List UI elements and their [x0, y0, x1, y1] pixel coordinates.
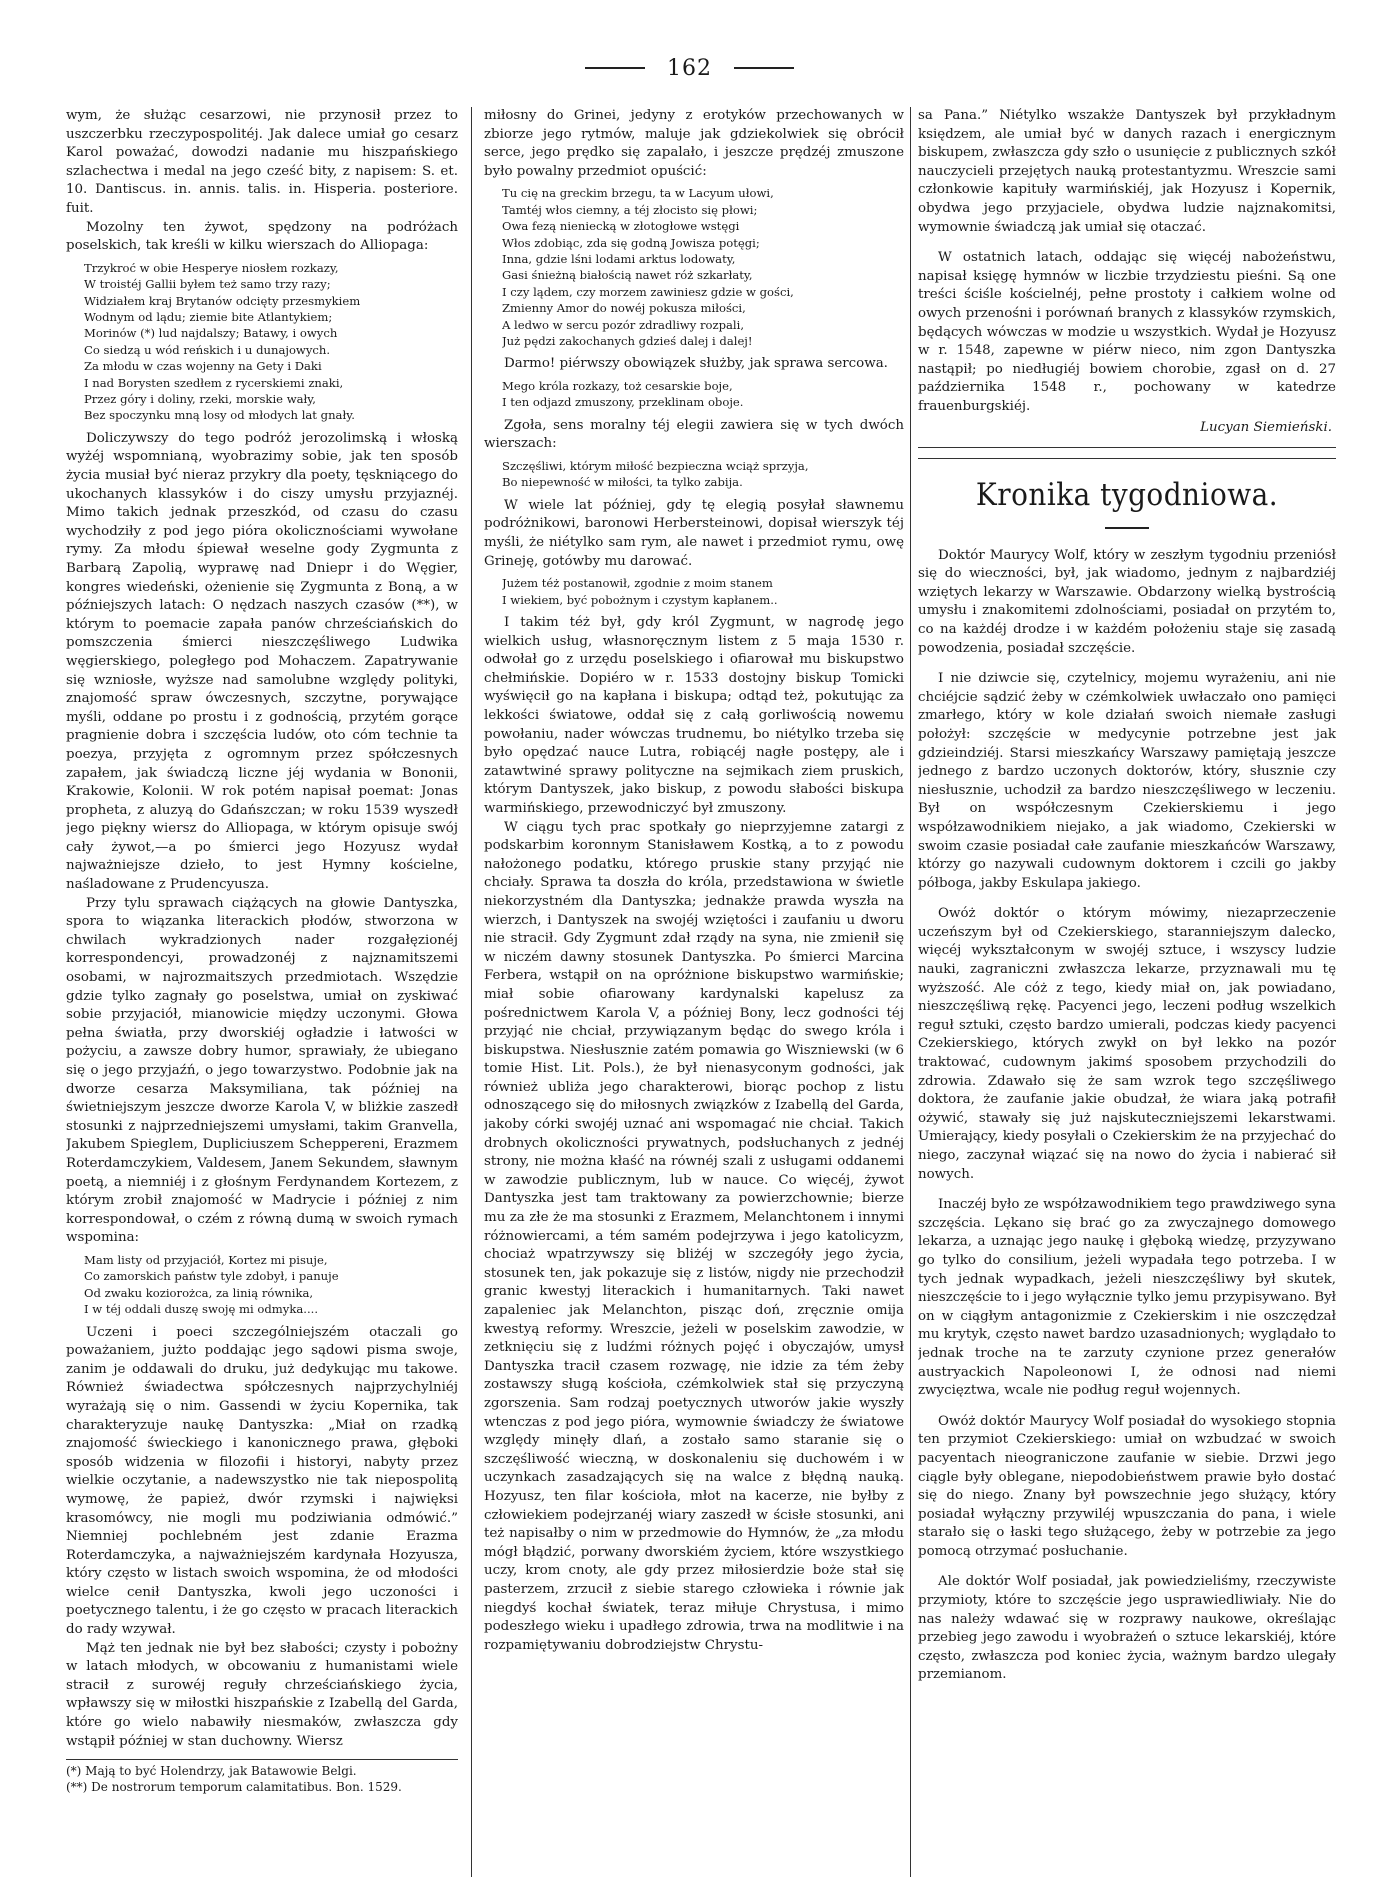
verse-line: I w téj oddali duszę swoję mi odmyka.... [84, 1302, 319, 1317]
column-2 [484, 107, 904, 1875]
spacer [918, 1401, 1336, 1413]
verse-line: Od zwaku koziorożca, za linią równika, [84, 1285, 314, 1300]
header-rule-right [734, 67, 794, 69]
verse-line: I wiekiem, być pobożnym i czystym kapłanem.. [502, 592, 778, 607]
paragraph: Darmo! piérwszy obowiązek służby, jak sprawa sercowa. [504, 356, 888, 372]
verse-line: Tu cię na greckim brzegu, ta w Lacyum ułowi, [502, 186, 774, 201]
page-header [0, 48, 1379, 88]
author-signature: Lucyan Siemieński. [1200, 419, 1332, 435]
paragraph: W wiele lat później, gdy tę elegią posyłał sławnemu podróżnikowi, baronowi Herbersteinowi, dopisał wierszyk téj myśli, że niétylko sam rym, ale nawet i przedmiot rymu, owę Grineję, gotówby mu darować. [484, 497, 904, 569]
verse-line: Co zamorskich państw tyle zdobył, i panuje [84, 1269, 339, 1284]
section-separator [918, 458, 1336, 459]
verse-line: Włos zdobiąc, zda się godną Jowisza potęgi; [502, 235, 760, 250]
verse-line: Owa fezą nieniecką w złotogłowe wstęgi [502, 219, 740, 234]
paragraph: sa Pana.” Niétylko wszakże Dantyszek był przykładnym księdzem, ale umiał być w danych razach i energicznym biskupem, zwłaszcza gdy szło o usunięcie z publicznych szkół nauczycieli przejętych nauką protestantyzmu. Wreszcie sami członkowie kapituły warmińskiéj, jak Hozyusz i Kopernik, obydwa jego przyjaciele, obydwa ludzie najznakomitsi, wymownie świadczą jak umiał się otaczać. [918, 108, 1336, 235]
paragraph: I takim téż był, gdy król Zygmunt, w nagrodę jego wielkich usług, własnoręcznym listem z 5 maja 1530 r. odwołał go z urzędu poselskiego i ofiarował mu biskupstwo chełmińskie. Dopiéro w r. 1533 dostojny biskup Tomicki wyświęcił go na kapłana i biskupa; odtąd też, pokutując za lekkości światowe, oddał się z całą gorliwością nowemu powołaniu, nader wówczas trudnemu, bo niétylko trzeba się było opędzać nauce Lutra, robiącéj nagłe postępy, ale i zatawtwiné sprawy polityczne na sejmikach ziem pruskich, którym Dantyszek, jako biskup, z powodu słabości biskupa warmińskiego, przewodniczyć był zmuszony. [484, 615, 904, 816]
verse-line: Już pędzi zakochanych gdzieś dalej i dalej! [502, 334, 753, 349]
page-number: 162 [667, 55, 712, 81]
column-3 [918, 107, 1336, 1875]
paragraph: wym, że służąc cesarzowi, nie przynosił przez to uszczerbku rzeczypospolitéj. Jak dalece umiał go cesarz Karol poważać, dowodzi nadanie mu hiszpańskiego szlachectwa i medal na jego cześć bity, z napisem: S. et. 10. Dantiscus. in. annis. talis. in. Hisperia. posteriore. fuit. [66, 108, 458, 216]
spacer [918, 237, 1336, 249]
verse-line: Bo niepewność w miłości, ta tylko zabija. [502, 475, 743, 490]
section-separator [918, 447, 1336, 448]
spacer [918, 1561, 1336, 1573]
paragraph: I nie dziwcie się, czytelnicy, mojemu wyrażeniu, ani nie chciéjcie sądzić żeby w czémkolwiek uwłaczało ono pamięci zmarłego, który w kole działań swoich niemałe zasługi położył: szczęście w medycynie potrzebne jest jak gdzieindziéj. Starsi mieszkańcy Warszawy pamiętają jeszcze jednego z bardzo uczonych doktorów, który, słusznie czy niesłusznie, uchodził za bardzo nieszczęśliwego w leczeniu. Był on współczesnym Czekierskiemu i jego współzawodnikiem niejako, a jak wiadomo, Czekierski w swoim czasie posiadał całe zaufanie mieszkańców Warszawy, którzy go nazywali cudownym doktorem i czcili go jakby półboga, jakby Eskulapa jakiego. [918, 671, 1336, 891]
paragraph: W ciągu tych prac spotkały go nieprzyjemne zatargi z podskarbim koronnym Stanisławem Kostką, a to z powodu nałożonego podatku, którego pruskie stany przyjąć nie chciały. Sprawa ta doszła do króla, przedstawiona w świetle niekorzystném dla Dantyszka; jednakże prawda wyszła na wierzch, i Dantyszek na swojéj wziętości i zaufaniu u dworu nie stracił. Gdy Zygmunt zdał rządy na syna, nie zmienił się w niczém dawny stosunek Dantyszka. Po śmierci Marcina Ferbera, wstąpił on na opróżnione biskupstwo warmińskie; miał sobie ofiarowany kardynalski kapelusz za pośrednictwem Karola V, a później Bony, lecz godności téj przyjąć nie chciał, przywiązanym będąc do swego króla i biskupstwa. Niesłusznie zatém pomawia go Wiszniewski (w 6 tomie Hist. Lit. Pols.), że był nienasyconym godności, jak również ubliża jego charakterowi, biorąc pochop z listu odnoszącego się do miłosnych związków z Izabellą del Garda, jakoby córki swojéj uznać ani wspomagać nie chciał. Takich drobnych okoliczności prywatnych, podsłuchanych z jednéj strony, nie można kłaść na równéj szali z usługami oddanemi w zawodzie publicznym, lub w nauce. Co więcéj, żywot Dantyszka jest tam traktowany za powierzchownie; bierze mu za złe że ma stosunki z Erazmem, Melanchtonem i innymi różnowiercami, a tém samém podejrzywa i jego katolicyzm, chociaż wpatrzywszy się bliżéj w szczegóły jego życia, stosunek ten, jak pokazuje się z listów, nigdy nie przechodził granic kwestyj literackich i humanitarnych. Taki nawet zapaleniec jak Melanchton, pisząc doń, zręcznie omija kwestyą reformy. Wreszcie, jeżeli w poselskim zawodzie, w zetknięciu się z ludźmi różnych pojęć i obyczajów, umysł Dantyszka tracił czasem rozwagę, nie idzie za tém żeby zostawszy sługą kościoła, czémkolwiek stał się przyczyną zgorszenia. Sam rodzaj poetycznych utworów jakie wyszły wtenczas z pod jego pióra, wymownie świadczy że światowe względy minęły dlań, a zostało samo staranie się o szczęśliwość wieczną, w doskonaleniu się duchowém i w uczynkach zasadzających się na walce z błędną nauką. Hozyusz, ten filar kościoła, młot na kacerze, nie byłby z człowiekiem podejrzanéj wiary zaszedł w ścisłe stosunki, ani też napisałby o nim w przedmowie do Hymnów, że „za młodu mógł błądzić, porwany dworskiém życiem, które wszystkiego uczy, krom cnoty, ale gdy przez miłosierdzie boże stał się pasterzem, zrzucił z siebie starego człowieka i równie jak niegdyś kochał światek, teraz miłuje Chrystusa, i mimo podeszłego wieku i upadłego zdrowia, trwa na modlitwie i na rozpamiętywaniu dobrodziejstw Chrystu- [484, 819, 904, 1653]
paragraph: Uczeni i poeci szczególniejszém otaczali go poważaniem, jużto poddając jego sądowi pisma swoje, zanim je oddawali do druku, już dedykując mu takowe. Również świadectwa spółczesnych najprzychylniéj wyrażają się o nim. Gassendi w życiu Kopernika, tak charakteryzuje naukę Dantyszka: „Miał on rzadką znajomość świeckiego i kanonicznego prawa, głęboki sposób widzenia w filozofii i historyi, nabyty przez wielkie oczytanie, a nadewszystko nie tak niepospolitą wymowę, że papież, dwór rzymski i najwięksi krasomówcy, nie mogli mu podziwiania odmówić.” Niemniej pochlebném jest zdanie Erazma Roterdamczyka, a najważniejszém kardynała Hozyusza, który często w listach swoich wspomina, że od młodości wielce cenił Dantyszka, kwoli jego uczoności i poetycznego talentu, i że go często w pracach literackich do rady wzywał. [66, 1324, 458, 1638]
paragraph: Owóż doktór Maurycy Wolf posiadał do wysokiego stopnia ten przymiot Czekierskiego: umiał on wzbudzać w swoich pacyentach nieograniczone zaufanie w siebie. Drzwi jego ciągle były oblegane, niepodobieństwem prawie było dostać się do niego. Znany był powszechnie jego służący, który posiadał wyłączny przywiléj wpuszczania do pana, i wiele starało się o łaski tego służącego, żeby w potrzebie za jego pomocą otrzymać posłuchanie. [918, 1413, 1336, 1559]
column-divider-1 [471, 107, 472, 1877]
verse-line: I ten odjazd zmuszony, przeklinam oboje. [502, 395, 744, 410]
section-title: Kronika tygodniowa. [975, 477, 1279, 514]
verse-line: Wodnym od lądu; ziemie bite Atlantykiem; [84, 309, 333, 324]
column-divider-2 [910, 107, 911, 1877]
verse-line: A ledwo w sercu pozór zdradliwy rozpali, [502, 317, 745, 332]
paragraph: Owóż doktór o którym mówimy, niezaprzeczenie uczeńszym był od Czekierskiego, staranniejszym dalecko, więcéj wykształconym w swojéj sztuce, i wszyscy ludzie nauki, zagraniczni zwłaszcza lekarze, przyznawali mu tę wyższość. Ale cóż z tego, kiedy miał on, jak powiadano, nieszczęśliwą rękę. Pacyenci jego, leczeni podług wszelkich reguł sztuki, często bardzo umierali, podczas kiedy pacyenci Czekierskiego, których zwykł on był lekko na pozór traktować, cudownym jakimś sposobem przychodzili do zdrowia. Zdawało się że sam wzrok tego szczęśliwego doktora, że zaufanie jakie obudzał, że wiara jaką potrafił ożywić, stawały się już najskuteczniejszemi lekarstwami. Umierający, kiedy posyłali o Czekierskim że na przyjechać do niego, zaczynał wiązać się na nowo do życia i nabierać sił nowych. [918, 906, 1336, 1182]
verse-line: Za młodu w czas wojenny na Gety i Daki [84, 359, 322, 374]
verse-line: Morinów (*) lud najdalszy; Batawy, i owych [84, 326, 338, 341]
verse-line: Co siedzą u wód reńskich i u dunajowych. [84, 342, 331, 357]
verse-line: I nad Borysten szedłem z rycerskiemi znaki, [84, 375, 344, 390]
verse-line: W troistéj Gallii byłem też samo trzy razy; [84, 277, 331, 292]
footnote: (*) Mają to być Holendrzy, jak Batawowie Belgi. [66, 1764, 357, 1779]
header-rule-left [585, 67, 645, 69]
verse-line: Gasi śnieżną białością nawet róż szkarłaty, [502, 268, 753, 283]
verse-line: Inna, gdzie lśni lodami arktus lodowaty, [502, 252, 736, 266]
paragraph: Mąż ten jednak nie był bez słabości; czysty i pobożny w latach młodych, w obcowaniu z humanistami wiele stracił z surowéj reguły chrześciańskiego życia, wpławszy się w miłostki hiszpańskie z Izabellą del Garda, które go wielo nabawiły niesmaków, zwłaszcza gdy wstąpił później w stan duchowny. Wiersz [66, 1640, 458, 1749]
paragraph: Zgoła, sens moralny téj elegii zawiera się w tych dwóch wierszach: [484, 417, 904, 452]
verse-line: Widziałem kraj Brytanów odcięty przesmykiem [84, 293, 361, 308]
column-1 [66, 107, 458, 1875]
verse-line: Mego króla rozkazy, toż cesarskie boje, [502, 379, 733, 394]
verse-block [502, 458, 904, 491]
paragraph: Przy tylu sprawach ciążących na głowie Dantyszka, spora to wiązanka literackich płodów, stworzona w chwilach wykradzionych nader rozgałęzionéj korrespondencyi, prowadzonéj z najznamitszemi osobami, w najrozmaitszych przedmiotach. Wszędzie gdzie tylko zagnały go poselstwa, umiał on zyskiwać sobie przyjaciół, mianowicie między uczonymi. Głowa pełna światła, przy dworskiéj ogładzie i łatwości w pożyciu, a zawsze dobry humor, sprawiały, że ubiegano się o jego przyjaźń, o jego towarzystwo. Podobnie jak na dworze cesarza Maksymiliana, tak później na świetniejszym jeszcze dworze Karola V, w bliżkie zaszedł stosunki z najprzedniejszemi umysłami, takim Granvella, Jakubem Spieglem, Dupliciuszem Scheppereni, Erazmem Roterdamczykiem, Valdesem, Janem Sekundem, sławnym poetą, a niemniéj i z głośnym Ferdynandem Kortezem, z którym zrobił znajomość w Madrycie i później z nim korrespondował, o czém z równą dumą w swoich rymach wspomina: [66, 895, 458, 1246]
verse-line: Przez góry i doliny, rzeki, morskie wały, [84, 392, 316, 406]
paragraph: Ale doktór Wolf posiadał, jak powiedzieliśmy, rzeczywiste przymioty, które to szczęście jego usprawiedliwiały. Nie do nas należy wdawać się w rozprawy naukowe, określając przebieg jego zawodu i wyobrażeń o sztuce lekarskiéj, które często, zwłaszcza pod koniec życia, ważnym bardzo ulegały przemianom. [918, 1574, 1336, 1683]
spacer [918, 1184, 1336, 1196]
verse-line: Zmienny Amor do nowéj pokusza miłości, [502, 301, 746, 316]
paragraph: Inaczéj było ze współzawodnikiem tego prawdziwego syna szczęścia. Lękano się brać go za zwyczajnego domowego lekarza, a uznając jego naukę i głęboką wiedzę, przyzywano go tylko do consilium, jeżeli wypadała tego potrzeba. I w tych jednak wypadkach, jeżeli nieszczęśliwy był skutek, nieszczęście to i jego wyłącznie tylko jemu przypisywano. Był on w ciągłym antagonizmie z Czekierskim i nie oszczędzał mu krytyk, często nawet bardzo uzasadnionych; wyglądało to jednak troche na te zarzuty czynione przez generałów austryackich Napoleonowi I, że odnosi nad niemi zwycięztwa, wcale nie podług reguł wojennych. [918, 1197, 1336, 1399]
paragraph: miłosny do Grinei, jedyny z erotyków przechowanych w zbiorze jego rytmów, maluje jak gdziekolwiek się obrócił serce, jego prędko się zapalało, i jeszcze prędzéj zmuszone było powalny przedmiot opuścić: [484, 108, 904, 179]
verse-line: Bez spoczynku mną losy od młodych lat gnały. [84, 408, 355, 423]
paragraph: Mozolny ten żywot, spędzony na podróżach poselskich, tak kreśli w kilku wierszach do Alliopaga: [66, 219, 458, 254]
footnotes [66, 1759, 458, 1795]
verse-line: Szczęśliwi, którym miłość bezpieczna wciąż sprzyja, [502, 459, 809, 474]
verse-line: Jużem téż postanowił, zgodnie z moim stanem [502, 576, 773, 591]
verse-block [502, 378, 904, 411]
verse-block [84, 1252, 458, 1318]
verse-line: Trzykroć w obie Hesperye niosłem rozkazy, [84, 260, 339, 275]
paragraph: Doliczywszy do tego podróż jerozolimską i włoską wyżéj wspomnianą, wyobrazimy sobie, jak ten sposób życia musiał być nieraz przykry dla poety, tęskniącego do ukochanych klassyków i do ciszy umysłu przyjaznéj. Mimo takich jednak przeszkód, od czasu do czasu wychodziły z pod jego pióra okolicznościami wywołane rymy. Za młodu śpiewał weselne gody Zygmunta z Barbarą Zapolią, wyprawę nad Dniepr i do Węgier, kongres wiedeński, ożenienie się Zygmunta z Boną, a w późniejszych latach: O nędzach naszych czasów (**), w którym to poemacie zapała panów chrześciańskich do pomszczenia śmierci nieszczęśliwego Ludwika węgierskiego, poległego pod Mohaczem. Zapatrywanie się wzniosłe, wyższe nad samolubne względy polityki, znajomość spraw ówczesnych, szczytne, porywające myśli, oddane po prostu i z godnością, przytém gorące pragnienie dobra i szczęścia ludów, oto cóm technie ta poezya, przyjęta z ogromnym przez spółczesnych zapałem, jak świadczą liczne jéj wydania w Bononii, Krakowie, Kolonii. W rok potém napisał poemat: Jonas propheta, z aluzyą do Gdańszczan; w roku 1539 wyszedł jego piękny wiersz do Alliopaga, w którym opisuje swój cały żywot,—a po śmierci jego Hozyusz wydał najważniejsze dzieło, to jest Hymny kościelne, naśladowane z Prudencyusza. [66, 430, 458, 893]
paragraph: W ostatnich latach, oddając się więcéj nabożeństwu, napisał księgę hymnów w liczbie trzydziestu pieśni. Są one treści ściśle kościelnéj, pełne prostoty i całkiem wolne od owych przenośni i porównań branych z klassyków rzymskich, będących wówczas w modzie u wszystkich. Wydał je Hozyusz w r. 1548, zapewne w piérw nieco, nim zgon Dantyszka nastąpił; po niedługiéj bowiem chorobie, zgasł on d. 27 października 1548 r., pochowany w katedrze frauenburgskiéj. [918, 250, 1336, 414]
verse-line: Tamtéj włos ciemny, a téj złocisto się płowi; [502, 202, 758, 217]
spacer [918, 658, 1336, 670]
footnote: (**) De nostrorum temporum calamitatibus. Bon. 1529. [66, 1780, 402, 1795]
verse-block [502, 185, 904, 349]
verse-block [502, 575, 904, 608]
paragraph: Doktór Maurycy Wolf, który w zeszłym tygodniu przeniósł się do wieczności, był, jak wiadomo, jednym z najbardziéj wziętych lekarzy w Warszawie. Obdarzony wielką bystrością umysłu i znakomitemi zdolnościami, posiadał on przytém to, co na każdéj drodze i w każdém położeniu staje się zasadą powodzenia, posiadał szczęście. [918, 547, 1336, 656]
title-rule [1105, 527, 1149, 529]
verse-line: Mam listy od przyjaciół, Kortez mi pisuje, [84, 1252, 328, 1267]
verse-block [84, 260, 458, 424]
verse-line: I czy lądem, czy morzem zawiniesz gdzie w gości, [502, 284, 794, 299]
spacer [918, 893, 1336, 905]
